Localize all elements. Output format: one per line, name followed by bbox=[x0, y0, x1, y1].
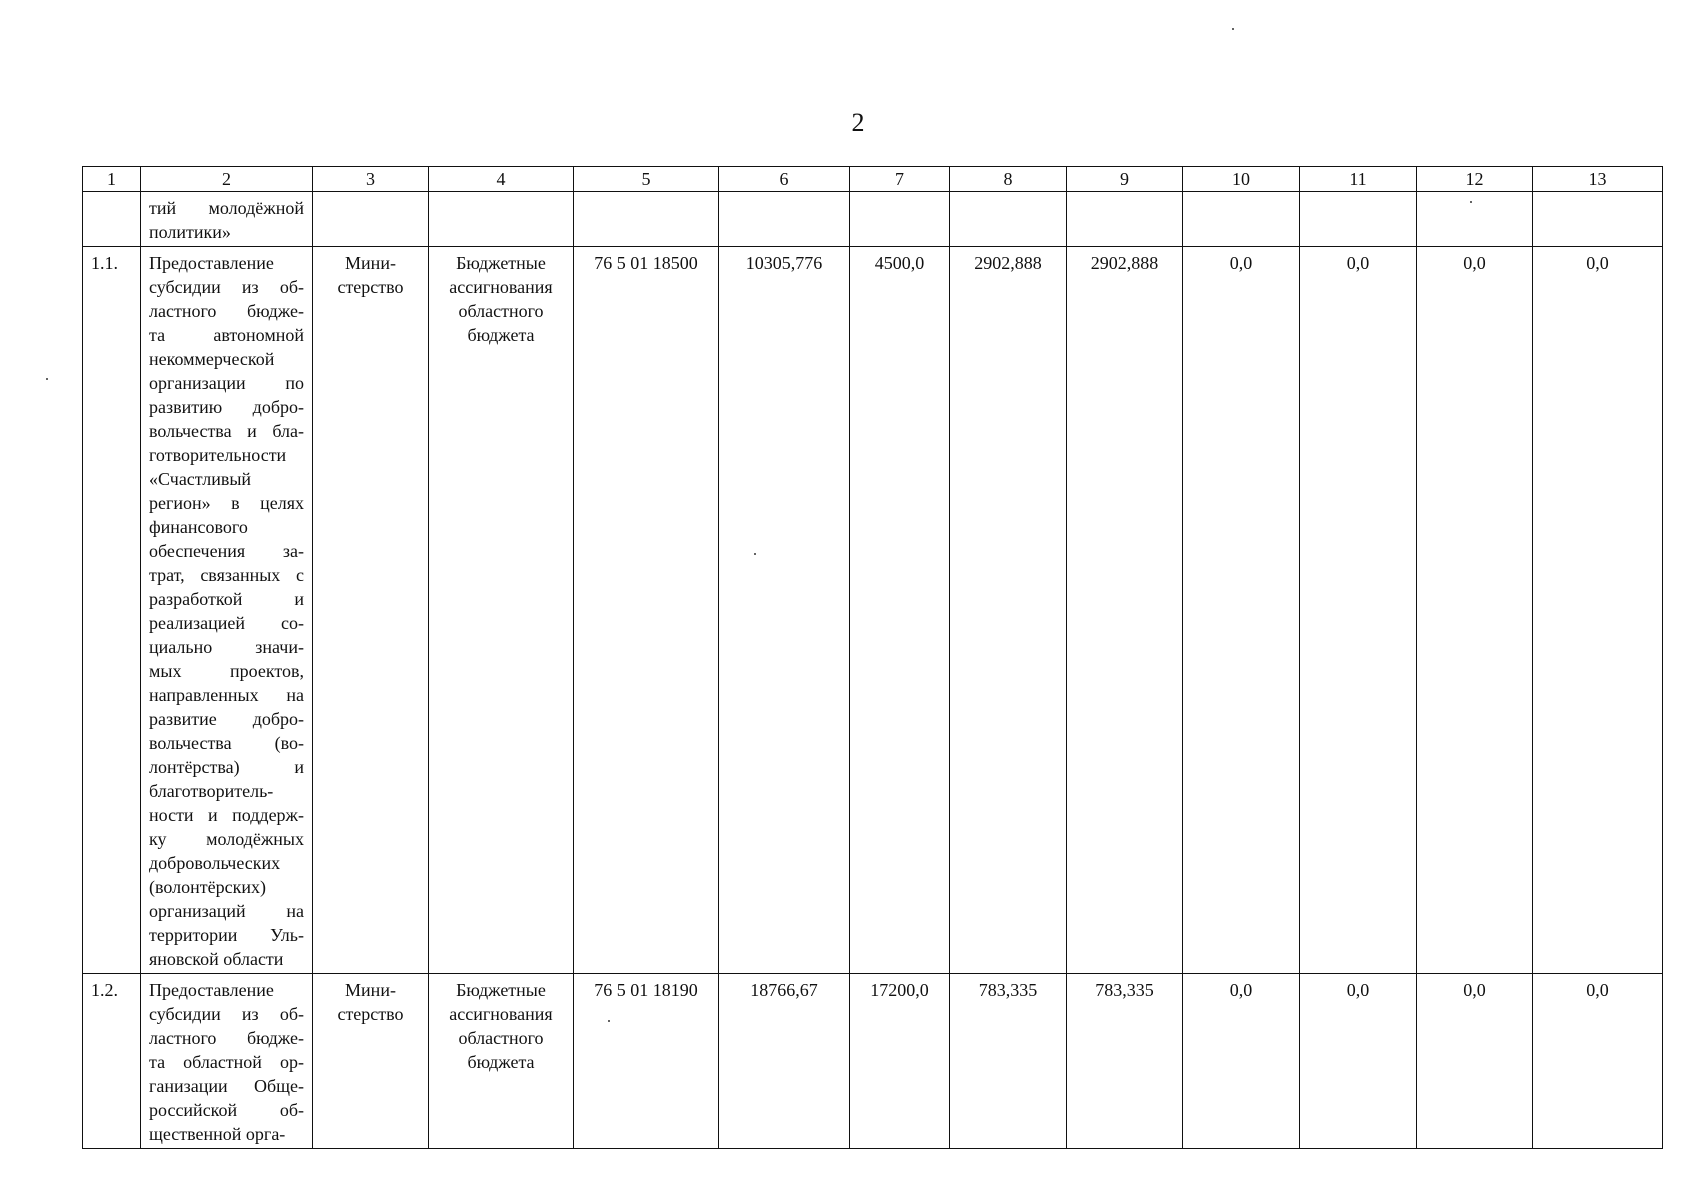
text-line: Бюджетные bbox=[456, 253, 546, 273]
funding-source-cell bbox=[429, 974, 574, 1149]
text-line: регион» в целях bbox=[149, 493, 304, 513]
text-line: субсидии из об- bbox=[149, 277, 304, 297]
text-line: направленных на bbox=[149, 685, 304, 705]
page-number: 2 bbox=[851, 108, 865, 137]
text-line: яновской области bbox=[149, 949, 284, 969]
text-line: стерство bbox=[337, 1004, 404, 1024]
table-cell bbox=[1300, 192, 1417, 247]
text-line: та областной ор- bbox=[149, 1052, 304, 1072]
text-line: ластного бюдже- bbox=[149, 1028, 304, 1048]
text-line: благотворитель- bbox=[149, 781, 274, 801]
text-line: некоммерческой bbox=[149, 349, 275, 369]
text-line: территории Уль- bbox=[149, 925, 304, 945]
text-line: организаций на bbox=[149, 901, 304, 921]
table-cell bbox=[950, 192, 1067, 247]
description-cell bbox=[141, 974, 313, 1149]
table-cell bbox=[83, 192, 141, 247]
column-number: 2 bbox=[141, 167, 313, 192]
amount-cell: 0,0 bbox=[1183, 247, 1300, 974]
amount-cell: 4500,0 bbox=[850, 247, 950, 974]
table-cell bbox=[719, 192, 850, 247]
column-number: 8 bbox=[950, 167, 1067, 192]
amount-cell: 17200,0 bbox=[850, 974, 950, 1149]
column-number: 11 bbox=[1300, 167, 1417, 192]
text-line: ности и поддерж- bbox=[149, 805, 304, 825]
text-line: бюджета bbox=[467, 325, 535, 345]
amount-cell: 783,335 bbox=[950, 974, 1067, 1149]
text-line: политики» bbox=[149, 222, 231, 242]
table-cell bbox=[1067, 192, 1183, 247]
table-cell bbox=[313, 192, 429, 247]
column-number: 10 bbox=[1183, 167, 1300, 192]
table-cell bbox=[429, 192, 574, 247]
row-number: 1.2. bbox=[83, 974, 141, 1149]
text-line: Предоставление bbox=[149, 980, 274, 1000]
amount-cell: 0,0 bbox=[1533, 247, 1663, 974]
text-line: готворительности bbox=[149, 445, 287, 465]
text-line: Мини- bbox=[345, 980, 396, 1000]
text-line: ассигнования bbox=[449, 1004, 553, 1024]
table-cell bbox=[1183, 192, 1300, 247]
executor-cell bbox=[313, 247, 429, 974]
scan-speck bbox=[1232, 28, 1234, 30]
text-line: развитию добро- bbox=[149, 397, 304, 417]
text-line: добровольческих bbox=[149, 853, 281, 873]
text-line: «Счастливый bbox=[149, 469, 252, 489]
column-number: 4 bbox=[429, 167, 574, 192]
text-line: разработкой и bbox=[149, 589, 304, 609]
text-line: стерство bbox=[337, 277, 404, 297]
table-row bbox=[83, 247, 1663, 974]
amount-cell: 0,0 bbox=[1417, 247, 1533, 974]
column-number: 9 bbox=[1067, 167, 1183, 192]
budget-table bbox=[82, 166, 1663, 1149]
column-numbers-row bbox=[83, 167, 1663, 192]
table-cell bbox=[850, 192, 950, 247]
text-line: финансового bbox=[149, 517, 248, 537]
table-cell bbox=[1417, 192, 1533, 247]
text-line: мых проектов, bbox=[149, 661, 304, 681]
text-line: та автономной bbox=[149, 325, 304, 345]
amount-cell: 0,0 bbox=[1417, 974, 1533, 1149]
text-line: ку молодёжных bbox=[149, 829, 304, 849]
text-line: вольчества (во- bbox=[149, 733, 304, 753]
text-line: субсидии из об- bbox=[149, 1004, 304, 1024]
text-line: трат, связанных с bbox=[149, 565, 304, 585]
total-cell: 18766,67 bbox=[719, 974, 850, 1149]
text-line: Бюджетные bbox=[456, 980, 546, 1000]
column-number: 13 bbox=[1533, 167, 1663, 192]
budget-code-cell: 76 5 01 18500 bbox=[574, 247, 719, 974]
text-line: тий молодёжной bbox=[149, 198, 304, 218]
description-cell bbox=[141, 192, 313, 247]
text-line: лонтёрства) и bbox=[149, 757, 304, 777]
amount-cell: 0,0 bbox=[1300, 247, 1417, 974]
row-number: 1.1. bbox=[83, 247, 141, 974]
amount-cell: 0,0 bbox=[1300, 974, 1417, 1149]
amount-cell: 2902,888 bbox=[950, 247, 1067, 974]
text-line: щественной орга- bbox=[149, 1124, 286, 1144]
text-line: вольчества и бла- bbox=[149, 421, 304, 441]
text-line: ассигнования bbox=[449, 277, 553, 297]
total-cell: 10305,776 bbox=[719, 247, 850, 974]
text-line: ластного бюдже- bbox=[149, 301, 304, 321]
amount-cell: 2902,888 bbox=[1067, 247, 1183, 974]
column-number: 7 bbox=[850, 167, 950, 192]
text-line: обеспечения за- bbox=[149, 541, 304, 561]
continuation-row bbox=[83, 192, 1663, 247]
amount-cell: 783,335 bbox=[1067, 974, 1183, 1149]
text-line: бюджета bbox=[467, 1052, 535, 1072]
text-line: организации по bbox=[149, 373, 304, 393]
column-number: 6 bbox=[719, 167, 850, 192]
budget-code-cell: 76 5 01 18190 bbox=[574, 974, 719, 1149]
text-line: (волонтёрских) bbox=[149, 877, 266, 897]
text-line: развитие добро- bbox=[149, 709, 304, 729]
description-cell bbox=[141, 247, 313, 974]
table-cell bbox=[1533, 192, 1663, 247]
table-row bbox=[83, 974, 1663, 1149]
amount-cell: 0,0 bbox=[1183, 974, 1300, 1149]
text-line: Предоставление bbox=[149, 253, 274, 273]
text-line: циально значи- bbox=[149, 637, 304, 657]
text-line: областного bbox=[458, 301, 544, 321]
column-number: 12 bbox=[1417, 167, 1533, 192]
scan-speck bbox=[46, 378, 48, 380]
table-cell bbox=[574, 192, 719, 247]
text-line: ганизации Обще- bbox=[149, 1076, 304, 1096]
amount-cell: 0,0 bbox=[1533, 974, 1663, 1149]
text-line: российской об- bbox=[149, 1100, 304, 1120]
text-line: Мини- bbox=[345, 253, 396, 273]
column-number: 1 bbox=[83, 167, 141, 192]
executor-cell bbox=[313, 974, 429, 1149]
text-line: областного bbox=[458, 1028, 544, 1048]
column-number: 3 bbox=[313, 167, 429, 192]
funding-source-cell bbox=[429, 247, 574, 974]
text-line: реализацией со- bbox=[149, 613, 304, 633]
column-number: 5 bbox=[574, 167, 719, 192]
